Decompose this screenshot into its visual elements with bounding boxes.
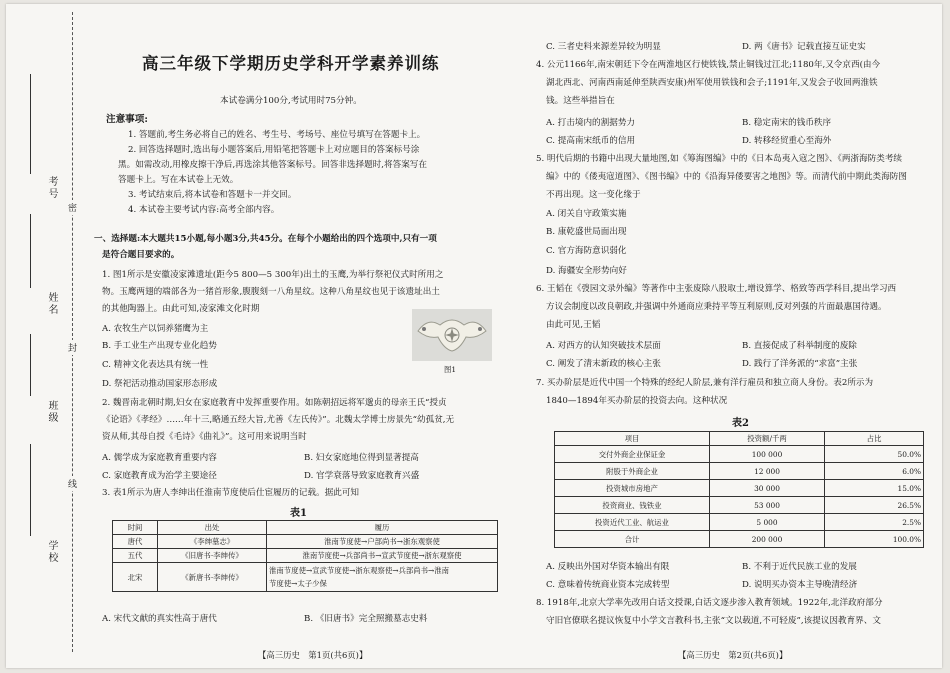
- table-1-header-career: 履历: [267, 521, 498, 535]
- section-heading-line-2: 是符合题目要求的。: [102, 250, 180, 260]
- seal-dashed-line: [72, 12, 73, 652]
- table-1-cell: 五代: [113, 549, 158, 563]
- table-1-header-time: 时间: [113, 521, 158, 535]
- table-1-header-source: 出处: [158, 521, 267, 535]
- binding-label-class: 班级: [46, 400, 57, 424]
- q2-line-3: 资从师,其母自授《毛诗》《曲礼》”。这可用来说明当时: [102, 432, 307, 442]
- table-row: [113, 535, 498, 549]
- page-title: 高三年级下学期历史学科开学素养训练: [142, 54, 440, 73]
- table-1-cell-line: 节度使→太子少保: [269, 579, 327, 588]
- q6-line-2: 方议会制度以改良朝政,并强调中外通商应秉持平等互利原则,反对列强的片面最惠国待遇。: [546, 302, 887, 312]
- q2-line-1: 2. 魏晋南北朝时期,妇女在家庭教育中发挥重要作用。如陈朝招远将军邈贞的母亲王氏“授贞: [102, 398, 447, 408]
- q2-option-d: D. 官学衰落导致家庭教育兴盛: [304, 471, 420, 481]
- q6-line-1: 6. 王韬在《弢园文录外编》等著作中主张废除八股取士,增设算学、格致等西学科目,提出学习西: [536, 284, 897, 294]
- school-line: [30, 444, 31, 536]
- q1-line-1: 1. 图1所示是安徽凌家滩遗址(距今5 800—5 300年)出土的玉鹰,为举行祭祀仪式时所用之: [102, 270, 444, 280]
- q4-option-a: A. 打击境内的割据势力: [546, 118, 636, 128]
- q8-line-2: 守旧官僚联名提议恢复中小学文言教科书,主张“文以载道,不可轻废”,该提议因教育界、文: [546, 616, 881, 626]
- table-2-header-share: 占比: [825, 432, 924, 446]
- seal-char-xian: 线: [68, 476, 77, 491]
- q5-option-d: D. 海疆安全形势向好: [546, 266, 627, 276]
- table-1-title: 表1: [290, 508, 307, 519]
- table-2-cell: 30 000: [710, 480, 825, 497]
- table-row: [555, 514, 924, 531]
- q7-option-c: C. 意味着传统商业资本完成转型: [546, 580, 670, 590]
- q7-option-a: A. 反映出外国对华资本输出有限: [546, 562, 670, 572]
- q4-option-d: D. 转移经贸重心至海外: [742, 136, 832, 146]
- footer-page-2: 【高三历史 第2页(共6页)】: [678, 650, 788, 660]
- q2-option-a: A. 儒学成为家庭教育重要内容: [102, 453, 217, 463]
- q2-option-b: B. 妇女家庭地位得到显著提高: [304, 453, 419, 463]
- q2-line-2: 《论语》《孝经》……年十三,略通五经大旨,尤善《左氏传》”。北魏太学博士房景先“幼孤贫,无: [102, 415, 455, 425]
- table-1-cell: 北宋: [113, 563, 158, 592]
- binding-label-exam-number: 考号: [46, 176, 57, 200]
- binding-label-school: 学校: [46, 540, 57, 564]
- table-2-cell: 50.0%: [825, 446, 924, 463]
- note-line-1: 1. 答题前,考生务必将自己的姓名、考生号、考场号、座位号填写在答题卡上。: [128, 130, 426, 140]
- q6-option-a: A. 对西方的认知突破技术层面: [546, 341, 661, 351]
- table-2-cell: 投资近代工业、航运业: [555, 514, 710, 531]
- table-row: [555, 531, 924, 548]
- q5-line-3: 不再出现。这一变化缘于: [546, 190, 641, 200]
- q5-line-2: 编》中的《倭夷寇道图》、《图书编》中的《沿海异倭要害之地图》等。而清代前中期此类海防图: [546, 172, 907, 182]
- table-1-cell: 《新唐书·李绅传》: [158, 563, 267, 592]
- q6-option-c: C. 阐发了清末新政的核心主张: [546, 359, 661, 369]
- note-line-3: 黑。如需改动,用橡皮擦干净后,再选涂其他答案标号。回答非选择题时,将答案写在: [118, 160, 427, 170]
- table-2-cell: 12 000: [710, 463, 825, 480]
- notes-heading: 注意事项:: [106, 114, 148, 125]
- q1-line-3: 的其他陶器上。由此可知,凌家滩文化时期: [102, 304, 260, 314]
- table-2: [554, 431, 924, 548]
- q3-option-d: D. 两《唐书》记载直接互证史实: [742, 42, 866, 52]
- q7-option-b: B. 不利于近代民族工业的发展: [742, 562, 857, 572]
- table-2-cell: 26.5%: [825, 497, 924, 514]
- q4-line-1: 4. 公元1166年,南宋朝廷下令在两淮地区行使铁钱,禁止铜钱过江北;1180年,又令京西(由今: [536, 60, 881, 70]
- table-2-title: 表2: [732, 418, 749, 429]
- q5-option-c: C. 官方海防意识弱化: [546, 246, 627, 256]
- footer-page-1: 【高三历史 第1页(共6页)】: [258, 650, 368, 660]
- table-2-cell: 交付外商企业保证金: [555, 446, 710, 463]
- table-1: [112, 520, 498, 592]
- q6-option-b: B. 直接促成了科举制度的废除: [742, 341, 857, 351]
- table-1-header-row: [113, 521, 498, 535]
- q4-line-2: 湖北西北、河南西南延伸至陕西安康)州军使用铁钱和会子;1191年,又发会子收回两淮铁: [546, 78, 878, 88]
- table-1-cell: 《李绅墓志》: [158, 535, 267, 549]
- table-2-cell: 53 000: [710, 497, 825, 514]
- table-row: [113, 549, 498, 563]
- binding-label-name: 姓名: [46, 292, 57, 316]
- q7-line-1: 7. 买办阶层是近代中国一个特殊的经纪人阶层,兼有洋行雇员和独立商人身份。表2所示为: [536, 378, 874, 388]
- table-2-header-row: [555, 432, 924, 446]
- table-2-cell: 100 000: [710, 446, 825, 463]
- q4-option-c: C. 提高南宋纸币的信用: [546, 136, 636, 146]
- exam-sheet: [6, 4, 942, 668]
- q7-line-2: 1840—1894年买办阶层的投资去向。这种状况: [546, 396, 728, 406]
- q3-line-1: 3. 表1所示为唐人李绅出任淮南节度使后仕宦履历的记载。据此可知: [102, 488, 360, 498]
- figure-1-label: 图1: [444, 365, 457, 374]
- table-1-cell: 淮南节度使→户部尚书→浙东观察使: [267, 535, 498, 549]
- seal-char-mi: 密: [68, 200, 77, 215]
- q1-option-c: C. 精神文化表达具有统一性: [102, 360, 209, 370]
- table-1-cell: 淮南节度使→兵部尚书→宣武节度使→浙东观察使: [267, 549, 498, 563]
- section-heading-line-1: 一、选择题:本大题共15小题,每小题3分,共45分。在每个小题给出的四个选项中,只有一项: [94, 234, 437, 244]
- table-2-cell: 15.0%: [825, 480, 924, 497]
- exam-number-line: [30, 74, 31, 174]
- table-row: [555, 463, 924, 480]
- name-line: [30, 214, 31, 288]
- q7-option-d: D. 说明买办资本主导晚清经济: [742, 580, 858, 590]
- seal-char-feng: 封: [68, 340, 77, 355]
- q3-option-a: A. 宋代文献的真实性高于唐代: [102, 614, 217, 624]
- table-2-cell: 投资城市房地产: [555, 480, 710, 497]
- table-1-cell: 《旧唐书·李绅传》: [158, 549, 267, 563]
- q6-option-d: D. 践行了洋务派的“求富”主张: [742, 359, 858, 369]
- table-row: [113, 563, 498, 592]
- q4-option-b: B. 稳定南宋的钱币秩序: [742, 118, 832, 128]
- q5-line-1: 5. 明代后期的书籍中出现大量地图,如《筹海图编》中的《日本岛夷入寇之图》、《两浙海防类考续: [536, 154, 903, 164]
- note-line-2: 2. 回答选择题时,选出每小题答案后,用铅笔把答题卡上对应题目的答案标号涂: [128, 145, 420, 155]
- jade-eagle-figure: [412, 309, 492, 361]
- q1-option-b: B. 手工业生产出现专业化趋势: [102, 341, 217, 351]
- jade-eagle-image: [412, 309, 492, 361]
- binding-strip: [6, 4, 106, 668]
- exam-info: 本试卷满分100分,考试用时75分钟。: [220, 96, 362, 106]
- table-2-cell: 5 000: [710, 514, 825, 531]
- table-2-cell: 2.5%: [825, 514, 924, 531]
- note-line-5: 3. 考试结束后,将本试卷和答题卡一并交回。: [128, 190, 297, 200]
- q1-option-d: D. 祭祀活动推动国家形态形成: [102, 379, 218, 389]
- q2-option-c: C. 家庭教育成为治学主要途径: [102, 471, 217, 481]
- q8-line-1: 8. 1918年,北京大学率先改用白话文授课,白话文逐步渗入教育领域。1922年,北洋政府部分: [536, 598, 883, 608]
- table-2-cell: 200 000: [710, 531, 825, 548]
- table-2-header-amount: 投资额/千两: [710, 432, 825, 446]
- table-1-cell-multiline: [267, 563, 498, 592]
- table-2-cell: 附股于外商企业: [555, 463, 710, 480]
- q6-line-3: 由此可见,王韬: [546, 320, 601, 330]
- q5-option-a: A. 闭关自守政策实施: [546, 209, 627, 219]
- q5-option-b: B. 康乾盛世局面出现: [546, 227, 627, 237]
- table-2-header-item: 项目: [555, 432, 710, 446]
- note-line-4: 答题卡上。写在本试卷上无效。: [118, 175, 239, 185]
- q1-line-2: 物。玉鹰两翅的端部各为一猪首形象,腹腹刻一八角星纹。这种八角星纹也见于该遗址出土: [102, 287, 440, 297]
- q3-option-c: C. 三者史料来源差异较为明显: [546, 42, 661, 52]
- table-2-cell: 100.0%: [825, 531, 924, 548]
- q3-option-b: B. 《旧唐书》完全照搬墓志史料: [304, 614, 428, 624]
- table-row: [555, 497, 924, 514]
- table-2-cell: 6.0%: [825, 463, 924, 480]
- table-1-cell-line: 淮南节度使→宣武节度使→浙东观察使→兵部尚书→淮南: [269, 566, 449, 575]
- table-2-cell: 合计: [555, 531, 710, 548]
- table-1-cell: 唐代: [113, 535, 158, 549]
- note-line-6: 4. 本试卷主要考试内容:高考全部内容。: [128, 205, 280, 215]
- table-row: [555, 446, 924, 463]
- class-line: [30, 334, 31, 396]
- q1-option-a: A. 农牧生产以饲养猪鹰为主: [102, 324, 209, 334]
- q4-line-3: 钱。这些举措旨在: [546, 96, 615, 106]
- table-2-cell: 投资商业、钱铁业: [555, 497, 710, 514]
- table-row: [555, 480, 924, 497]
